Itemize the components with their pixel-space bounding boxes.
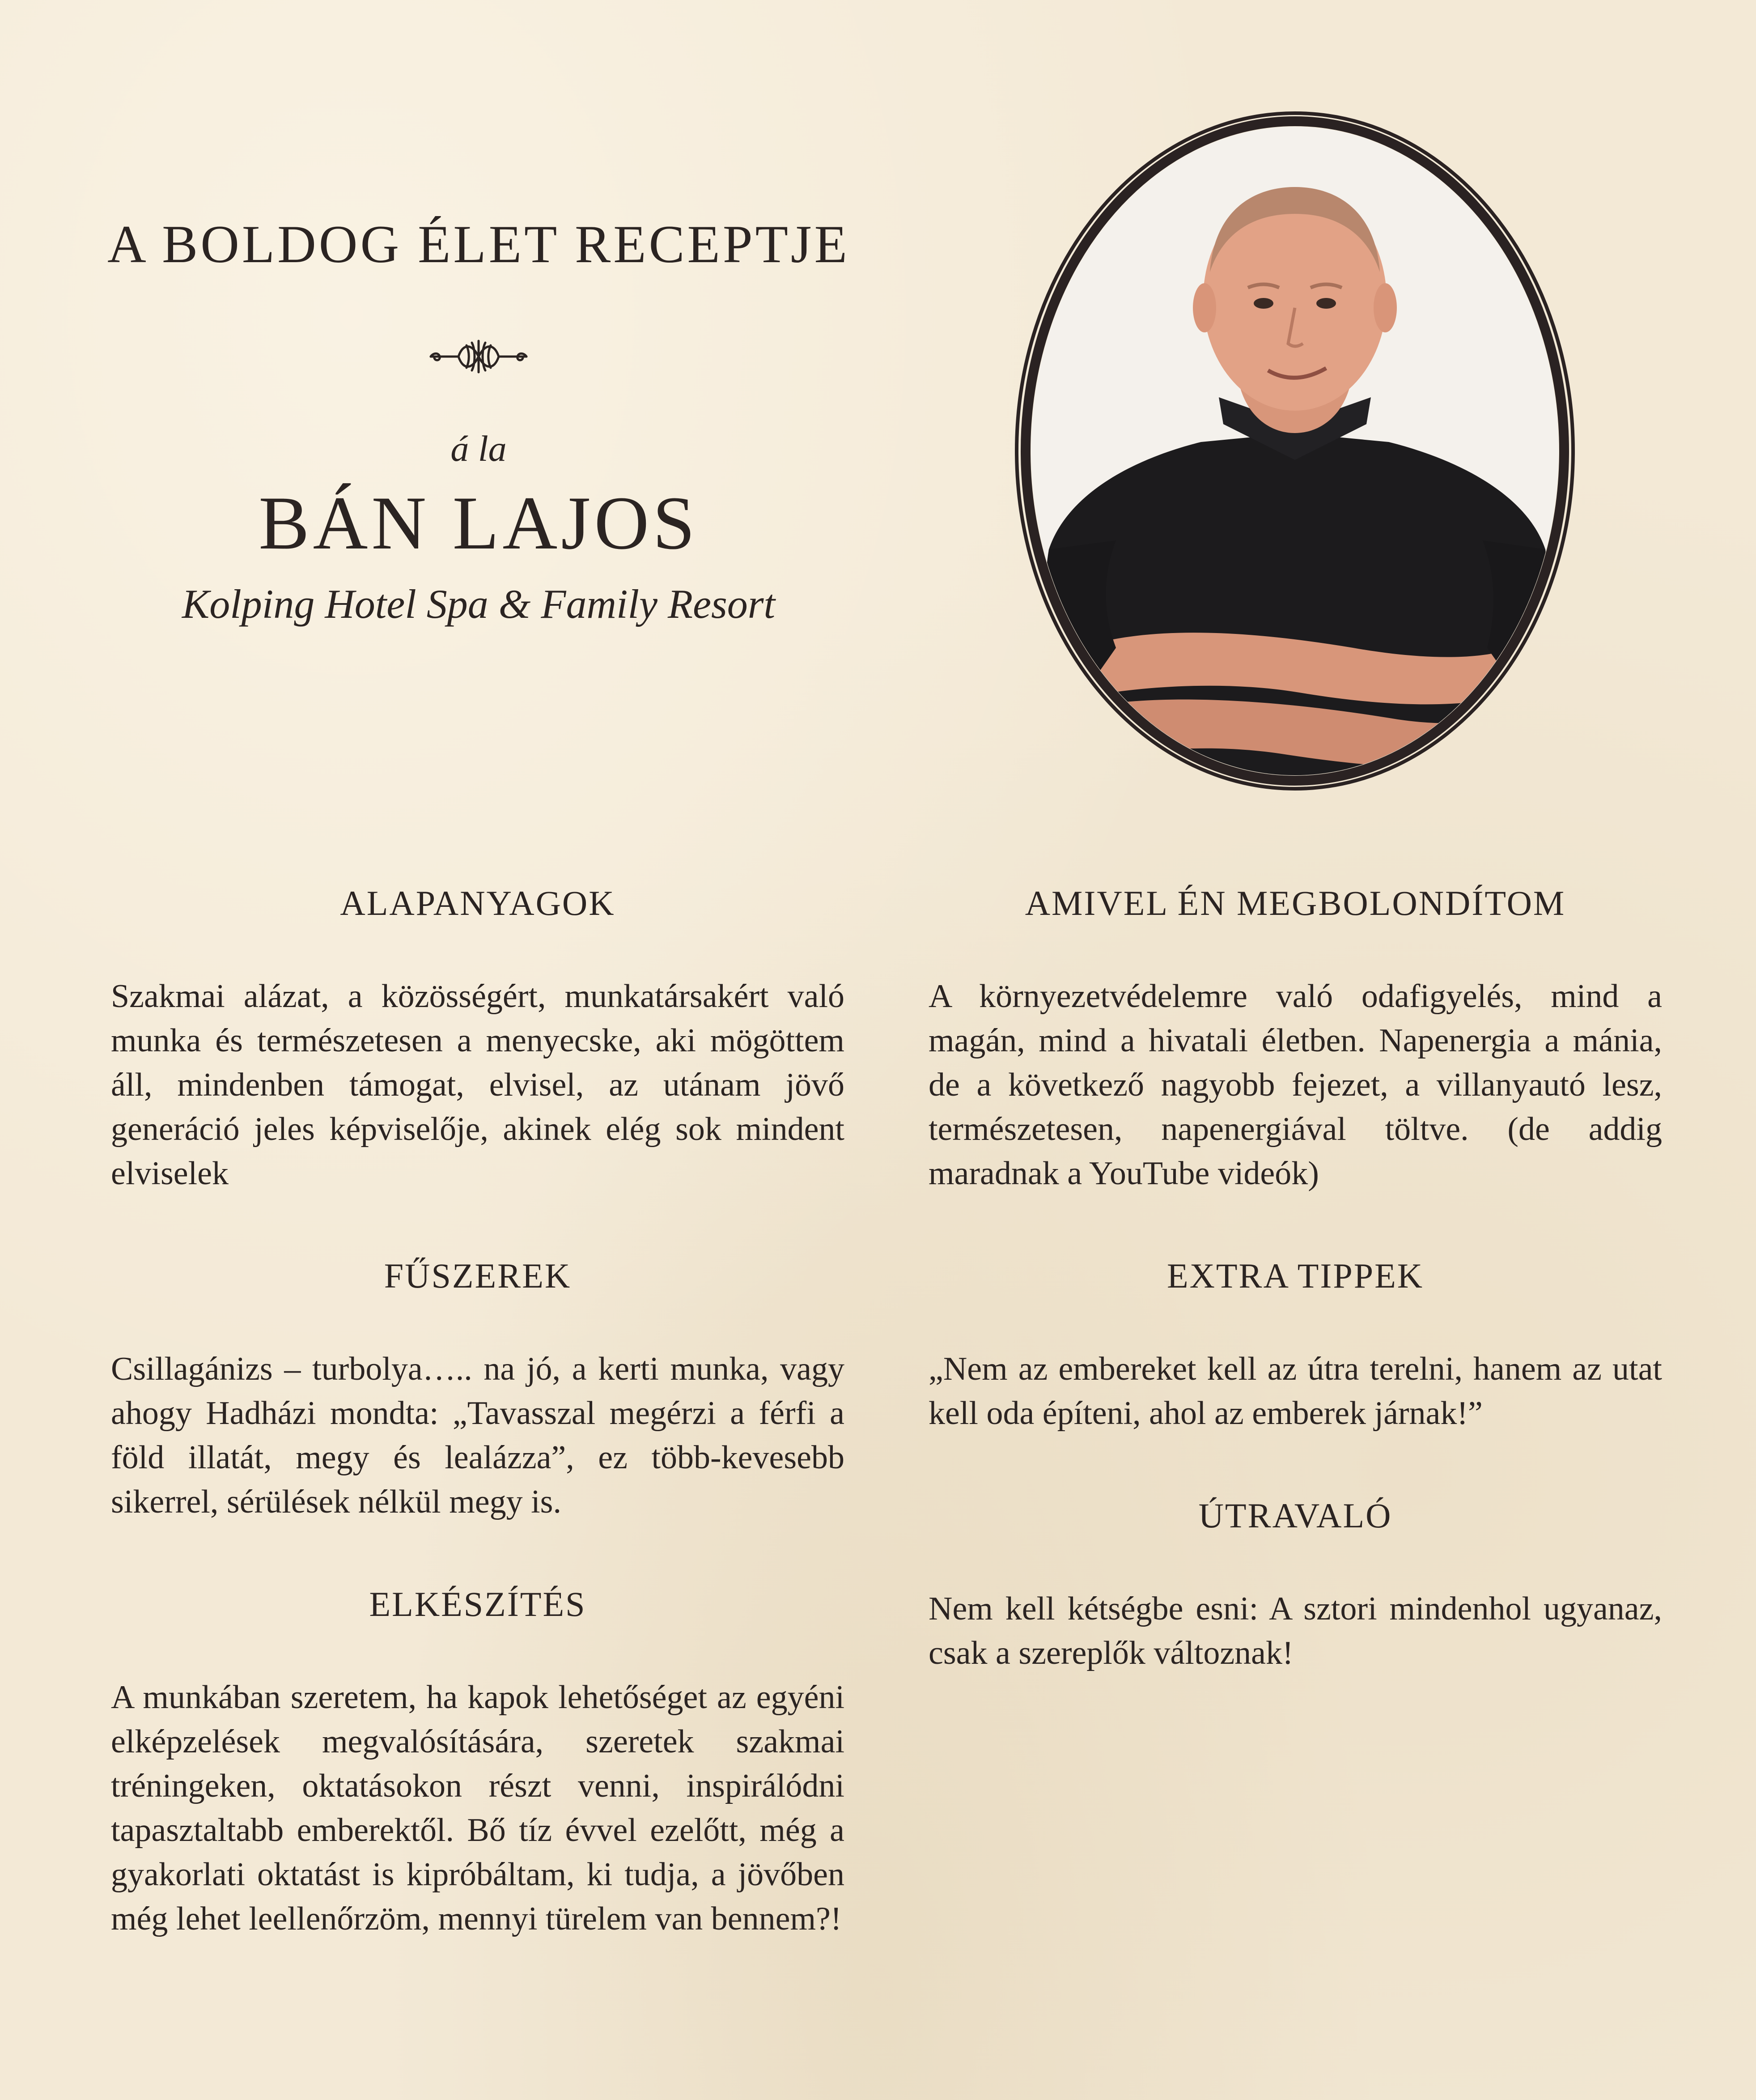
section-heading-alapanyagok: ALAPANYAGOK — [340, 884, 615, 922]
page-header — [67, 215, 890, 625]
left-column — [111, 886, 844, 1941]
section-heading-utravalo: ÚTRAVALÓ — [1198, 1496, 1392, 1535]
section-body-elkeszites: A munkában szeretem, ha kapok lehetőséget az egyéni elképzelések megvalósítására, szeretek szakmai tréningeken, oktatásokon részt venni, inspirálódni tapasztaltabb emberektől. Bő tíz évvel ezelőtt, még a gyakorlati oktatást is kipróbáltam, ki tudja, a jövőben még lehet leellenőrzöm, mennyi türelem van bennem?! — [111, 1679, 844, 1937]
right-column — [929, 886, 1662, 1675]
section-heading-fuszerek: FŰSZEREK — [384, 1256, 572, 1295]
section-body-alapanyagok: Szakmai alázat, a közösségért, munkatársakért való munka és természetesen a menyecske, aki mögöttem áll, mindenben támogat, elvisel, az utánam jövő generáció jeles képviselője, akinek elég sok mindent elviselek — [111, 978, 844, 1192]
section-heading-elkeszites: ELKÉSZÍTÉS — [369, 1585, 586, 1624]
section-body-amivel: A környezetvédelemre való odafigyelés, mind a magán, mind a hivatali életben. Napenergia a mánia, de a következő nagyobb fejezet, a villanyautó lesz, természetesen, napenergiával töltve. (de addig maradnak a YouTube videók) — [929, 978, 1662, 1192]
section-heading-amivel: AMIVEL ÉN MEGBOLONDÍTOM — [1025, 884, 1566, 922]
page-title: A BOLDOG ÉLET RECEPTJE — [107, 214, 850, 274]
chef-name: BÁN LAJOS — [259, 481, 699, 565]
section-body-extra-tippek: „Nem az embereket kell az útra terelni, hanem az utat kell oda építeni, ahol az emberek járnak!” — [929, 1351, 1662, 1432]
ornamental-flourish-icon — [427, 336, 530, 377]
ala-label: á la — [450, 428, 507, 469]
chef-affiliation: Kolping Hotel Spa & Family Resort — [182, 581, 776, 627]
section-body-utravalo: Nem kell kétségbe esni: A sztori mindenhol ugyanaz, csak a szereplők változnak! — [929, 1590, 1662, 1671]
section-body-fuszerek: Csillagánizs – turbolya….. na jó, a kerti munka, vagy ahogy Hadházi mondta: „Tavasszal megérzi a férfi a föld illatát, megy és lealázza”, ez több-kevesebb sikerrel, sérülések nélkül megy is. — [111, 1351, 844, 1520]
section-heading-extra-tippek: EXTRA TIPPEK — [1166, 1256, 1424, 1295]
chef-portrait-photo — [1013, 111, 1577, 791]
